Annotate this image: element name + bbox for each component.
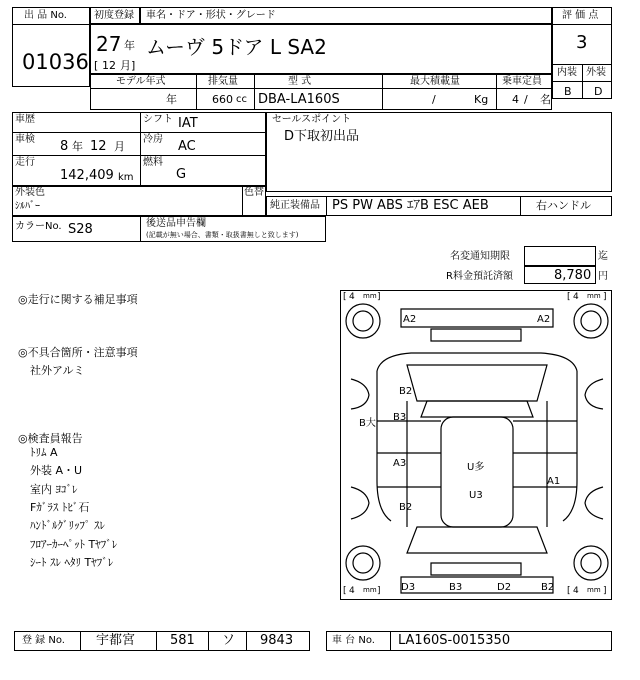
mark-roof-2: U3 <box>469 490 483 501</box>
car-diagram-svg <box>341 291 613 601</box>
tire-bottom-left-bracket: [ <box>343 586 347 596</box>
name-change-label: 名変通知期限 <box>450 251 510 262</box>
reg-label: 登 録 No. <box>22 635 65 646</box>
first-reg-year-unit: 年 <box>124 39 135 52</box>
mileage-value: 142,409 <box>60 168 114 183</box>
tire-top-right-bracket: [ <box>567 292 571 302</box>
details-block <box>12 112 266 186</box>
color-no-label: カラーNo. <box>15 221 62 232</box>
mark-door-rear-left: A3 <box>393 458 407 469</box>
capacity-value: 4 <box>512 93 519 106</box>
mark-quarter-left: B2 <box>399 502 413 513</box>
first-reg-label: 初度登録 <box>94 10 134 21</box>
inspector-item: ｼｰﾄ ｽﾚ ﾍﾀﾘ Tﾔﾌﾞﾚ <box>30 556 114 569</box>
tire-bottom-right-bracket: [ <box>567 586 571 596</box>
displacement-label: 排気量 <box>208 76 238 87</box>
mark-door-front-left: B3 <box>393 412 407 423</box>
tire-bottom-left-close: ] <box>377 586 381 596</box>
recycle-unit: 円 <box>598 271 608 282</box>
docs-note: (記載が無い場合、書類・取扱書無しと致します) <box>146 231 299 239</box>
ext-color-value: ｼﾙﾊﾞｰ <box>15 201 40 212</box>
inspector-item: 室内 ﾖｺﾞﾚ <box>30 483 78 496</box>
tire-bottom-right-close: ] <box>603 586 607 596</box>
score-label: 評 価 点 <box>562 10 599 21</box>
mark-roof: U多 <box>467 462 485 473</box>
type-value: DBA-LA160S <box>258 92 340 107</box>
inspector-item: ﾄﾘﾑ A <box>30 446 58 459</box>
recycle-amount: 8,780 <box>554 268 592 283</box>
ac-label: 冷房 <box>143 134 163 145</box>
load-slash: / <box>432 93 436 106</box>
inspector-title: ◎検査員報告 <box>18 432 83 445</box>
load-unit: Kg <box>474 93 489 106</box>
mark-rear-right: D2 <box>497 582 512 593</box>
inspector-item: Fｶﾞﾗｽ ﾄﾋﾞ石 <box>30 501 90 514</box>
exterior-grade: D <box>594 85 603 98</box>
displacement-unit: cc <box>236 94 247 105</box>
inspector-item: 外装 A・U <box>30 464 83 477</box>
first-reg-year: 27 <box>96 32 122 56</box>
fuel-label: 燃料 <box>143 157 163 168</box>
tire-top-left-close: ] <box>377 292 381 302</box>
shift-value: IAT <box>178 116 198 131</box>
mark-rear-far-right: B2 <box>541 582 555 593</box>
inspection-label: 車検 <box>15 134 35 145</box>
capacity-slash: / <box>524 93 528 106</box>
mark-rear-left: D3 <box>401 582 416 593</box>
inspection-month: 12 <box>90 139 107 154</box>
mark-front-right: A2 <box>537 314 551 325</box>
model-year-unit: 年 <box>166 93 177 106</box>
mark-rear-center: B3 <box>449 582 463 593</box>
capacity-unit: 名 <box>540 93 551 106</box>
color-no-value: S28 <box>68 222 93 237</box>
lot-label: 出 品 No. <box>24 10 67 21</box>
shift-label: シフト <box>143 114 173 125</box>
fuel-value: G <box>176 167 187 182</box>
history-label: 車歴 <box>15 114 35 125</box>
ac-value: AC <box>178 139 196 154</box>
tire-top-right: 4 <box>573 292 579 302</box>
exterior-label: 外装 <box>586 67 606 78</box>
displacement-value: 660 <box>212 93 233 106</box>
tire-top-left: 4 <box>349 292 355 302</box>
defect-item: 社外アルミ <box>30 364 85 377</box>
type-label: 型 式 <box>288 76 312 87</box>
inspection-year-unit: 年 <box>72 140 83 153</box>
score-value: 3 <box>576 32 588 53</box>
name-change-box <box>524 246 596 266</box>
reg-class: 581 <box>170 633 195 648</box>
equipment-label: 純正装備品 <box>270 200 320 211</box>
name-label: 車名・ドア・形状・グレード <box>146 10 276 21</box>
reg-kana: ソ <box>222 633 236 648</box>
inspection-month-unit: 月 <box>114 140 125 153</box>
mileage-unit: km <box>118 172 134 183</box>
load-label: 最大積載量 <box>410 76 460 87</box>
inspector-item: ﾊﾝﾄﾞﾙｸﾞﾘｯﾌﾟ ｽﾚ <box>30 519 105 532</box>
tire-bottom-left: 4 <box>349 586 355 596</box>
tire-top-right-close: ] <box>603 292 607 302</box>
tire-bottom-right: 4 <box>573 586 579 596</box>
reg-area: 宇都宮 <box>96 633 136 648</box>
lot-number: 01036 <box>22 50 89 74</box>
mileage-label: 走行 <box>15 157 35 168</box>
ext-color-box <box>12 186 266 216</box>
tire-top-left-bracket: [ <box>343 292 347 302</box>
chassis-value: LA160S-0015350 <box>398 633 511 648</box>
mark-pillar: B大 <box>359 418 376 429</box>
interior-grade: B <box>564 85 572 98</box>
first-reg-month-unit: 月] <box>120 59 136 72</box>
model-year-label: モデル年式 <box>116 76 166 87</box>
docs-label: 後送品申告欄 <box>146 218 206 229</box>
ext-color-label: 外装色 <box>15 187 45 198</box>
capacity-label: 乗車定員 <box>502 76 542 87</box>
repaint-label: 色替 <box>244 187 264 198</box>
car-name: ムーヴ 5ドア L SA2 <box>146 35 327 59</box>
first-reg-month: 12 <box>102 59 116 72</box>
car-diagram <box>340 290 612 600</box>
inspector-item: ﾌﾛｱｰｶｰﾍﾟｯﾄ Tﾔﾌﾞﾚ <box>30 538 118 551</box>
tire-bottom-left-unit: mm <box>363 586 377 594</box>
mark-door-right: A1 <box>547 476 561 487</box>
sales-point-label: セールスポイント <box>272 114 352 125</box>
interior-label: 内装 <box>557 67 577 78</box>
handle-value: 右ハンドル <box>536 199 591 212</box>
tire-top-left-unit: mm <box>363 292 377 300</box>
tire-bottom-right-unit: mm <box>587 586 601 594</box>
mark-fender-left: B2 <box>399 386 413 397</box>
chassis-label: 車 台 No. <box>332 635 375 646</box>
equipment-value: PS PW ABS ｴｱB ESC AEB <box>332 198 489 213</box>
recycle-label: R料金預託済額 <box>446 271 513 282</box>
driving-notes-title: ◎走行に関する補足事項 <box>18 293 138 306</box>
mark-front-left: A2 <box>403 314 417 325</box>
sales-point-value: D下取初出品 <box>284 129 360 144</box>
first-reg-month-open: [ <box>94 59 99 72</box>
inspection-year: 8 <box>60 139 69 154</box>
name-change-suffix: 迄 <box>598 251 608 262</box>
reg-number: 9843 <box>260 633 294 648</box>
tire-top-right-unit: mm <box>587 292 601 300</box>
defects-title: ◎不具合箇所・注意事項 <box>18 346 138 359</box>
